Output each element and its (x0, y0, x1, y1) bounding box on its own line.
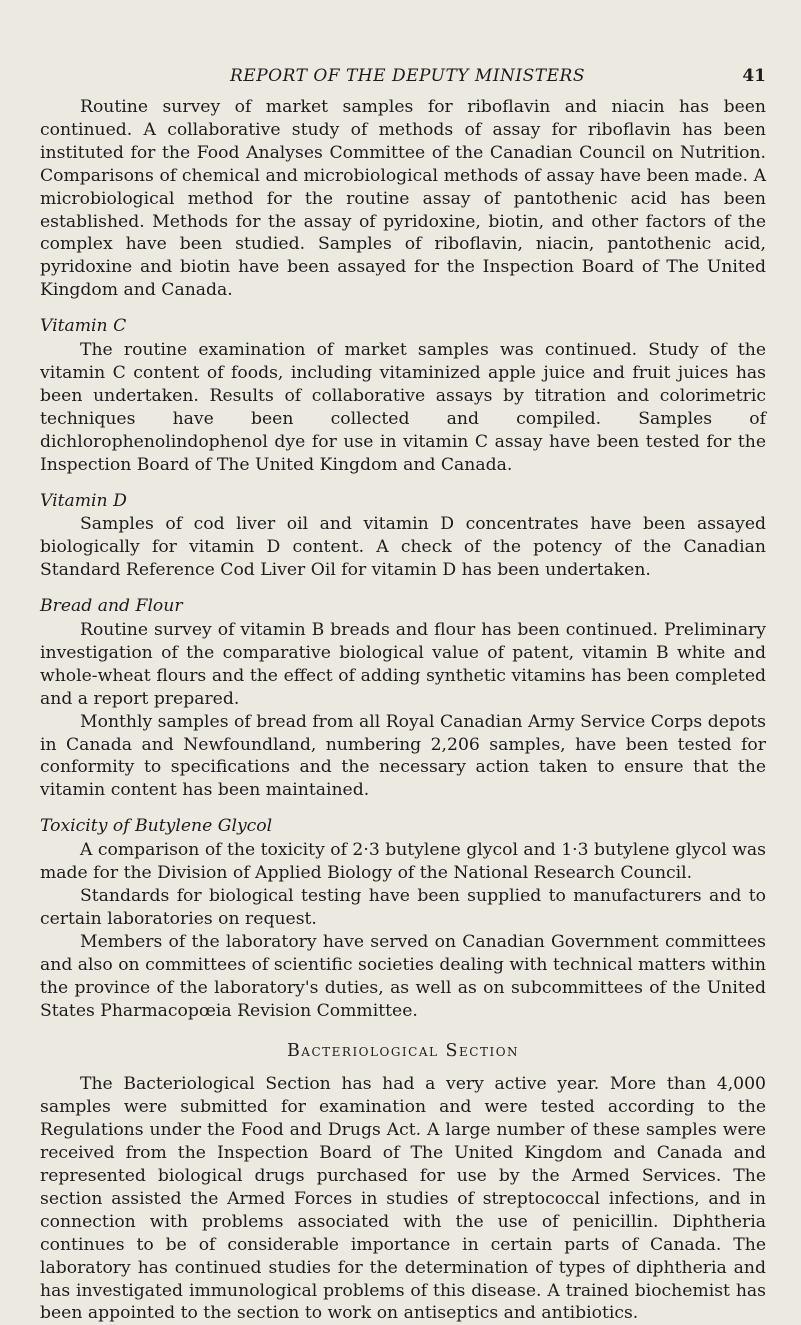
bread-flour-paragraph-2: Monthly samples of bread from all Royal Canadian Army Service Corps depots in Canada and Newfoundland, numbering 2,206 samples, have been tested for conformity to specifications and the necessary action taken to ensure that the vitamin content has been maintained. (40, 711, 766, 801)
page-number: 41 (742, 66, 766, 86)
bacteriological-section-title: Bacteriological Section (286, 1041, 520, 1062)
toxicity-paragraph-3: Members of the laboratory have served on Canadian Government committees and also on committees of scientific societies dealing with technical matters within the province of the laboratory's duties, as well as on subcommittees of the United States Pharmacopœia Revision Committee. (40, 931, 766, 1021)
bread-flour-heading: Bread and Flour (40, 596, 183, 617)
running-head: REPORT OF THE DEPUTY MINISTERS (230, 66, 585, 86)
page-header (40, 66, 766, 88)
toxicity-heading: Toxicity of Butylene Glycol (40, 816, 273, 837)
intro-paragraph: Routine survey of market samples for riboflavin and niacin has been continued. A collaborative study of methods of assay for riboflavin has been instituted for the Food Analyses Committee of the Canadian Council on Nutrition. Comparisons of chemical and microbiological methods of assay have been made. A microbiological method for the routine assay of pantothenic acid has been established. Methods for the assay of pyridoxine, biotin, and other factors of the complex have been studied. Samples of riboflavin, niacin, pantothenic acid, pyridoxine and biotin have been assayed for the Inspection Board of The United Kingdom and Canada. (40, 97, 766, 301)
toxicity-paragraph-1: A comparison of the toxicity of 2·3 butylene glycol and 1·3 butylene glycol was made for the Division of Applied Biology of the National Research Council. (40, 840, 766, 884)
vitamin-d-paragraph: Samples of cod liver oil and vitamin D concentrates have been assayed biologically for vitamin D content. A check of the potency of the Canadian Standard Reference Cod Liver Oil for vitamin D has been undertaken. (40, 514, 766, 581)
bacteriological-paragraph: The Bacteriological Section has had a very active year. More than 4,000 samples were submitted for examination and were tested according to the Regulations under the Food and Drugs Act. A large number of these samples were received from the Inspection Board of The United Kingdom and Canada and represented biological drugs purchased for use by the Armed Services. The section assisted the Armed Forces in studies of streptococcal infections, and in connection with problems associated with the use of penicillin. Diphtheria continues to be of considerable importance in certain parts of Canada. The laboratory has continued studies for the determination of types of diphtheria and has investigated immunological problems of this disease. A trained biochemist has been appointed to the section to work on antiseptics and antibiotics. (40, 1074, 766, 1324)
toxicity-paragraph-2: Standards for biological testing have been supplied to manufacturers and to certain laboratories on request. (40, 886, 766, 929)
vitamin-c-paragraph: The routine examination of market samples was continued. Study of the vitamin C content of foods, including vitaminized apple juice and fruit juices has been undertaken. Results of collaborative assays by titration and colorimetric techniques have been collected and compiled. Samples of dichlorophenolindophenol dye for use in vitamin C assay have been tested for the Inspection Board of The United Kingdom and Canada. (40, 340, 766, 475)
vitamin-c-heading: Vitamin C (40, 316, 127, 337)
page-content (40, 96, 766, 1325)
bread-flour-paragraph-1: Routine survey of vitamin B breads and flour has been continued. Preliminary investigation of the comparative biological value of patent, vitamin B white and whole-wheat flours and the effect of adding synthetic vitamins has been completed and a report prepared. (40, 620, 766, 709)
vitamin-d-heading: Vitamin D (40, 490, 127, 511)
